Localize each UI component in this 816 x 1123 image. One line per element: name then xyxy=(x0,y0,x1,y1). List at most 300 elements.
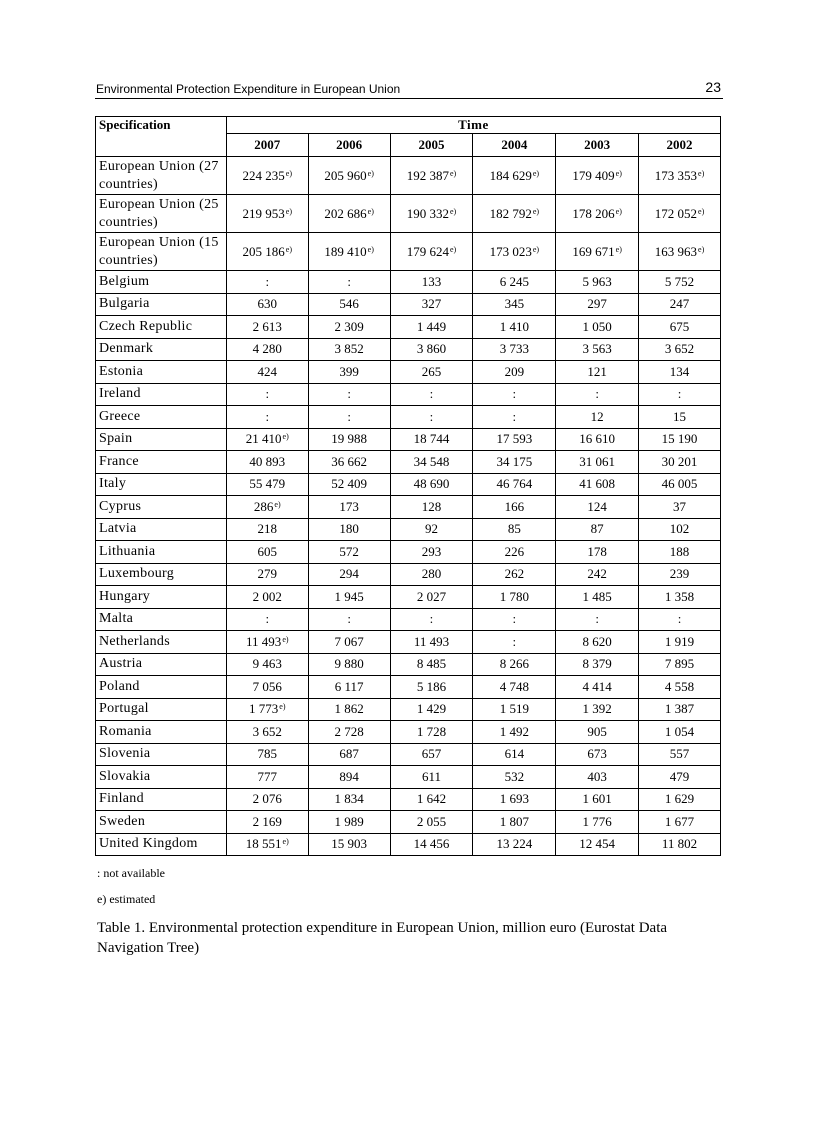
cell-value: 218 xyxy=(257,521,278,537)
value-cell xyxy=(390,676,473,699)
value-cell xyxy=(226,293,308,316)
value-cell xyxy=(308,293,390,316)
cell-value: 31 061 xyxy=(579,453,616,469)
value-cell xyxy=(473,406,556,429)
value-cell xyxy=(639,406,721,429)
value-cell xyxy=(390,743,473,766)
row-label: Greece xyxy=(96,406,227,429)
value-cell xyxy=(226,766,308,789)
cell-value: 1 807 xyxy=(499,813,529,829)
value-cell xyxy=(556,383,639,406)
cell-value: 2 076 xyxy=(252,791,282,807)
table-row xyxy=(96,361,721,384)
specification-header: Specification xyxy=(96,117,227,157)
cell-value: 5 963 xyxy=(582,273,612,289)
estimated-marker: e) xyxy=(367,244,374,254)
cell-value: 630 xyxy=(257,296,278,312)
value-cell xyxy=(473,698,556,721)
value-cell xyxy=(639,788,721,811)
value-cell xyxy=(639,811,721,834)
cell-value: 1 410 xyxy=(499,318,529,334)
value-cell xyxy=(390,451,473,474)
cell-value: 1 492 xyxy=(499,723,529,739)
value-cell xyxy=(639,563,721,586)
value-cell xyxy=(390,293,473,316)
estimated-marker: e) xyxy=(282,837,289,847)
value-cell xyxy=(473,361,556,384)
cell-value: 280 xyxy=(421,566,442,582)
cell-value: 5 186 xyxy=(416,678,447,694)
table-row xyxy=(96,833,721,856)
value-cell xyxy=(226,721,308,744)
cell-value: 1 054 xyxy=(664,723,695,739)
cell-value: 3 733 xyxy=(499,341,529,357)
estimated-marker: e) xyxy=(449,168,457,178)
year-header: 2003 xyxy=(556,134,639,157)
value-cell xyxy=(556,406,639,429)
cell-value: 7 056 xyxy=(252,678,282,694)
value-cell xyxy=(226,811,308,834)
value-cell xyxy=(473,271,556,294)
value-cell xyxy=(390,338,473,361)
value-cell xyxy=(308,653,390,676)
row-label: European Union (15 countries) xyxy=(96,233,227,271)
value-cell xyxy=(308,195,390,233)
cell-value: 21 410 xyxy=(245,431,282,447)
value-cell xyxy=(473,473,556,496)
value-cell xyxy=(473,383,556,406)
table-row xyxy=(96,721,721,744)
cell-value: 2 002 xyxy=(252,588,282,604)
value-cell xyxy=(639,428,721,451)
cell-value: 2 728 xyxy=(334,723,364,739)
row-label: Malta xyxy=(96,608,227,631)
cell-value: 1 693 xyxy=(499,791,529,807)
table-row xyxy=(96,541,721,564)
value-cell xyxy=(473,338,556,361)
expenditure-table xyxy=(95,116,721,856)
table-row xyxy=(96,293,721,316)
value-cell xyxy=(556,586,639,609)
cell-value: 202 686 xyxy=(324,205,367,221)
estimated-marker: e) xyxy=(285,244,293,254)
value-cell xyxy=(308,518,390,541)
value-cell xyxy=(226,496,308,519)
row-label: Latvia xyxy=(96,518,227,541)
cell-value: 128 xyxy=(421,498,442,514)
cell-value: : xyxy=(429,386,434,402)
value-cell xyxy=(639,451,721,474)
cell-value: 327 xyxy=(421,296,442,312)
value-cell xyxy=(226,518,308,541)
value-cell xyxy=(390,233,473,271)
value-cell xyxy=(473,811,556,834)
cell-value: 4 280 xyxy=(252,341,282,357)
value-cell xyxy=(639,361,721,384)
cell-value: 173 xyxy=(339,498,359,514)
running-header xyxy=(95,78,723,99)
cell-value: 1 050 xyxy=(582,318,612,334)
value-cell xyxy=(639,496,721,519)
value-cell xyxy=(390,586,473,609)
cell-value: 1 780 xyxy=(499,588,529,604)
cell-value: 1 519 xyxy=(499,701,529,717)
cell-value: 92 xyxy=(424,521,438,537)
value-cell xyxy=(639,293,721,316)
value-cell xyxy=(308,833,390,856)
table-row xyxy=(96,676,721,699)
cell-value: 19 988 xyxy=(331,431,367,447)
value-cell xyxy=(226,541,308,564)
value-cell xyxy=(639,743,721,766)
value-cell xyxy=(473,631,556,654)
cell-value: 1 677 xyxy=(664,813,695,829)
cell-value: 13 224 xyxy=(496,836,533,852)
value-cell xyxy=(308,698,390,721)
cell-value: : xyxy=(347,408,351,424)
value-cell xyxy=(390,316,473,339)
value-cell xyxy=(473,316,556,339)
cell-value: 179 409 xyxy=(572,167,615,183)
cell-value: 1 776 xyxy=(582,813,612,829)
cell-value: : xyxy=(429,611,434,627)
estimated-marker: e) xyxy=(367,168,374,178)
value-cell xyxy=(308,541,390,564)
value-cell xyxy=(308,788,390,811)
cell-value: 675 xyxy=(669,318,690,334)
value-cell xyxy=(556,743,639,766)
cell-value: 17 593 xyxy=(496,431,533,447)
cell-value: 8 485 xyxy=(416,656,447,672)
cell-value: 46 005 xyxy=(661,476,698,492)
cell-value: 1 429 xyxy=(416,701,447,717)
row-label: Denmark xyxy=(96,338,227,361)
value-cell xyxy=(639,766,721,789)
value-cell xyxy=(473,518,556,541)
value-cell xyxy=(308,608,390,631)
cell-value: 286 xyxy=(253,498,274,514)
cell-value: 179 624 xyxy=(406,243,449,259)
value-cell xyxy=(226,473,308,496)
cell-value: 205 960 xyxy=(324,167,367,183)
value-cell xyxy=(556,631,639,654)
table-row xyxy=(96,518,721,541)
table-row xyxy=(96,383,721,406)
table-row xyxy=(96,631,721,654)
row-label: Bulgaria xyxy=(96,293,227,316)
cell-value: 41 608 xyxy=(579,476,616,492)
value-cell xyxy=(226,233,308,271)
cell-value: 1 449 xyxy=(416,318,447,334)
estimated-marker: e) xyxy=(532,206,540,216)
cell-value: 9 463 xyxy=(252,656,282,672)
value-cell xyxy=(226,676,308,699)
cell-value: 479 xyxy=(669,768,690,784)
value-cell xyxy=(556,338,639,361)
cell-value: 40 893 xyxy=(249,453,286,469)
estimated-marker: e) xyxy=(615,244,622,254)
cell-value: 169 671 xyxy=(572,243,615,259)
row-label: Ireland xyxy=(96,383,227,406)
value-cell xyxy=(556,428,639,451)
row-label: Netherlands xyxy=(96,631,227,654)
value-cell xyxy=(556,833,639,856)
value-cell xyxy=(556,451,639,474)
value-cell xyxy=(473,721,556,744)
value-cell xyxy=(473,766,556,789)
value-cell xyxy=(639,631,721,654)
row-label: Romania xyxy=(96,721,227,744)
value-cell xyxy=(556,195,639,233)
cell-value: 4 748 xyxy=(499,678,529,694)
cell-value: 46 764 xyxy=(496,476,533,492)
table-row xyxy=(96,406,721,429)
value-cell xyxy=(639,473,721,496)
cell-value: : xyxy=(677,386,682,402)
value-cell xyxy=(308,586,390,609)
cell-value: 180 xyxy=(339,521,359,537)
value-cell xyxy=(390,428,473,451)
value-cell xyxy=(390,766,473,789)
estimated-marker: e) xyxy=(285,168,293,178)
cell-value: 172 052 xyxy=(654,205,698,221)
value-cell xyxy=(556,157,639,195)
cell-value: 572 xyxy=(339,543,359,559)
estimated-marker: e) xyxy=(615,206,622,216)
cell-value: 345 xyxy=(504,296,525,312)
value-cell xyxy=(390,833,473,856)
table-caption: Table 1. Environmental protection expenditure in European Union, million euro (Eurostat Data Navigation Tree) xyxy=(97,920,668,956)
value-cell xyxy=(308,473,390,496)
cell-value: 209 xyxy=(504,363,525,379)
cell-value: 8 266 xyxy=(499,656,529,672)
cell-value: 18 551 xyxy=(245,836,282,852)
value-cell xyxy=(556,518,639,541)
value-cell xyxy=(390,721,473,744)
value-cell xyxy=(473,428,556,451)
cell-value: 1 387 xyxy=(664,701,695,717)
cell-value: : xyxy=(512,611,517,627)
table-row xyxy=(96,811,721,834)
cell-value: 173 353 xyxy=(654,167,698,183)
value-cell xyxy=(556,608,639,631)
cell-value: 1 728 xyxy=(416,723,447,739)
row-label: Slovenia xyxy=(96,743,227,766)
cell-value: 3 652 xyxy=(664,341,695,357)
year-header: 2007 xyxy=(226,134,308,157)
value-cell xyxy=(473,541,556,564)
value-cell xyxy=(473,195,556,233)
cell-value: : xyxy=(595,386,599,402)
year-header: 2002 xyxy=(639,134,721,157)
value-cell xyxy=(639,233,721,271)
cell-value: 1 834 xyxy=(334,791,364,807)
cell-value: 11 493 xyxy=(413,633,450,649)
estimated-marker: e) xyxy=(532,168,540,178)
value-cell xyxy=(390,361,473,384)
table-row xyxy=(96,608,721,631)
value-cell xyxy=(308,233,390,271)
cell-value: 242 xyxy=(587,566,607,582)
cell-value: 9 880 xyxy=(334,656,364,672)
estimated-marker: e) xyxy=(615,168,622,178)
row-label: European Union (27 countries) xyxy=(96,157,227,195)
cell-value: 30 201 xyxy=(661,453,698,469)
row-label: European Union (25 countries) xyxy=(96,195,227,233)
row-label: Spain xyxy=(96,428,227,451)
cell-value: 224 235 xyxy=(242,167,285,183)
cell-value: 8 379 xyxy=(582,656,612,672)
value-cell xyxy=(390,195,473,233)
table-row xyxy=(96,316,721,339)
cell-value: 11 493 xyxy=(246,633,282,649)
cell-value: 15 xyxy=(673,408,687,424)
cell-value: 166 xyxy=(504,498,525,514)
value-cell xyxy=(473,608,556,631)
value-cell xyxy=(226,406,308,429)
cell-value: 3 652 xyxy=(252,723,282,739)
value-cell xyxy=(390,698,473,721)
cell-value: 294 xyxy=(339,566,359,582)
table-row xyxy=(96,157,721,195)
estimated-marker: e) xyxy=(532,244,540,254)
value-cell xyxy=(390,788,473,811)
value-cell xyxy=(226,743,308,766)
value-cell xyxy=(308,271,390,294)
row-label: Estonia xyxy=(96,361,227,384)
table-row xyxy=(96,563,721,586)
cell-value: : xyxy=(512,386,517,402)
cell-value: 399 xyxy=(339,363,359,379)
table-row xyxy=(96,743,721,766)
cell-value: 189 410 xyxy=(324,243,367,259)
cell-value: 1 601 xyxy=(582,791,612,807)
cell-value: 85 xyxy=(507,521,521,537)
cell-value: 265 xyxy=(421,363,442,379)
note-not-available: : not available xyxy=(97,866,165,880)
cell-value: 7 067 xyxy=(334,633,364,649)
row-label: Luxembourg xyxy=(96,563,227,586)
value-cell xyxy=(639,608,721,631)
value-cell xyxy=(390,157,473,195)
value-cell xyxy=(556,361,639,384)
value-cell xyxy=(308,451,390,474)
value-cell xyxy=(473,676,556,699)
cell-value: 12 454 xyxy=(579,836,616,852)
value-cell xyxy=(226,653,308,676)
value-cell xyxy=(473,563,556,586)
value-cell xyxy=(556,653,639,676)
cell-value: : xyxy=(429,408,434,424)
value-cell xyxy=(556,766,639,789)
cell-value: 6 245 xyxy=(499,273,529,289)
cell-value: 16 610 xyxy=(579,431,616,447)
value-cell xyxy=(308,811,390,834)
cell-value: 192 387 xyxy=(406,167,449,183)
time-header: Time xyxy=(226,117,720,134)
cell-value: 219 953 xyxy=(242,205,285,221)
cell-value: 1 392 xyxy=(582,701,612,717)
value-cell xyxy=(639,586,721,609)
cell-value: 37 xyxy=(673,498,687,514)
cell-value: 1 485 xyxy=(582,588,612,604)
value-cell xyxy=(226,451,308,474)
table-row xyxy=(96,271,721,294)
value-cell xyxy=(308,743,390,766)
value-cell xyxy=(556,541,639,564)
cell-value: : xyxy=(347,611,351,627)
running-title: Environmental Protection Expenditure in European Union xyxy=(96,82,401,96)
value-cell xyxy=(639,653,721,676)
estimated-marker: e) xyxy=(282,634,289,644)
page-number: 23 xyxy=(705,79,721,95)
cell-value: 657 xyxy=(421,746,442,762)
cell-value: 1 642 xyxy=(416,791,447,807)
cell-value: 102 xyxy=(669,521,690,537)
value-cell xyxy=(473,496,556,519)
estimated-marker: e) xyxy=(698,244,705,254)
value-cell xyxy=(556,496,639,519)
cell-value: 2 309 xyxy=(334,318,364,334)
value-cell xyxy=(390,811,473,834)
cell-value: : xyxy=(677,611,682,627)
value-cell xyxy=(308,631,390,654)
estimated-marker: e) xyxy=(285,206,293,216)
estimated-marker: e) xyxy=(367,206,374,216)
row-label: Slovakia xyxy=(96,766,227,789)
value-cell xyxy=(226,195,308,233)
value-cell xyxy=(308,766,390,789)
cell-value: 1 358 xyxy=(664,588,695,604)
cell-value: 894 xyxy=(339,768,359,784)
cell-value: 687 xyxy=(339,746,359,762)
cell-value: 424 xyxy=(257,363,278,379)
cell-value: 133 xyxy=(421,273,442,289)
value-cell xyxy=(226,316,308,339)
cell-value: 178 xyxy=(587,543,607,559)
value-cell xyxy=(473,451,556,474)
value-cell xyxy=(226,383,308,406)
value-cell xyxy=(639,518,721,541)
cell-value: 52 409 xyxy=(331,476,367,492)
value-cell xyxy=(226,157,308,195)
cell-value: 3 563 xyxy=(582,341,612,357)
table-row xyxy=(96,766,721,789)
cell-value: 55 479 xyxy=(249,476,286,492)
cell-value: : xyxy=(347,273,351,289)
value-cell xyxy=(308,383,390,406)
cell-value: : xyxy=(265,386,270,402)
value-cell xyxy=(473,233,556,271)
year-header: 2005 xyxy=(390,134,473,157)
table-row xyxy=(96,788,721,811)
value-cell xyxy=(556,473,639,496)
value-cell xyxy=(226,338,308,361)
value-cell xyxy=(473,293,556,316)
cell-value: 297 xyxy=(587,296,607,312)
table-body xyxy=(96,157,721,856)
value-cell xyxy=(226,631,308,654)
cell-value: 163 963 xyxy=(654,243,698,259)
estimated-marker: e) xyxy=(449,206,457,216)
row-label: Belgium xyxy=(96,271,227,294)
cell-value: : xyxy=(347,386,351,402)
value-cell xyxy=(473,157,556,195)
value-cell xyxy=(226,788,308,811)
cell-value: 905 xyxy=(587,723,607,739)
cell-value: 34 175 xyxy=(496,453,533,469)
table-row xyxy=(96,428,721,451)
